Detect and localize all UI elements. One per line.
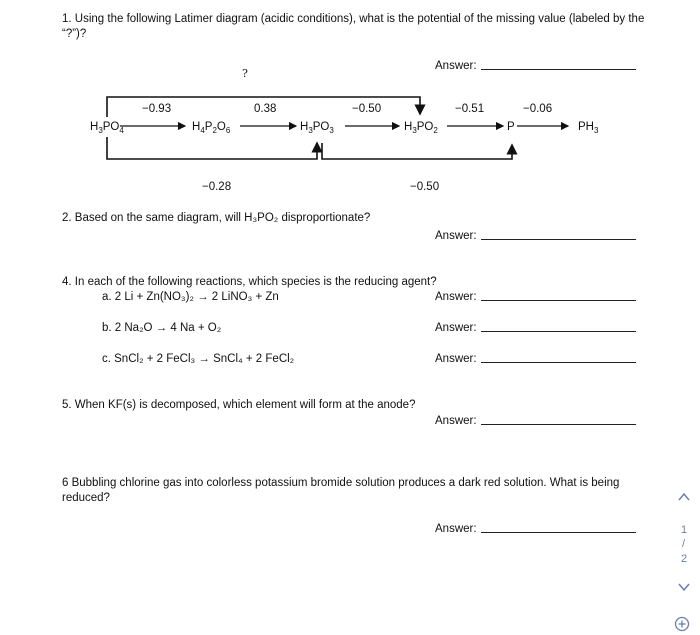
question-6-text: 6 Bubbling chlorine gas into colorless potassium bromide solution produces a dark red solution. What is being reduced?	[62, 477, 620, 504]
species-p: P	[507, 121, 515, 133]
question-4-text: 4. In each of the following reactions, which species is the reducing agent?	[62, 276, 437, 288]
answer-line-q2[interactable]	[481, 239, 636, 240]
species-h3po2: $H_3PO_2$	[404, 121, 438, 135]
potential-top-3: −0.50	[352, 103, 382, 115]
answer-line-q5[interactable]	[481, 424, 636, 425]
species-h4p2o6: $H_4P_2O_6$	[192, 121, 231, 135]
answer-label-q4a: Answer:	[435, 291, 477, 303]
potential-top-2: 0.38	[254, 103, 277, 115]
potential-top-1: −0.93	[142, 103, 172, 115]
total-pages: 2	[681, 553, 688, 565]
bracket-bottom-right	[322, 143, 512, 159]
page-up-chevron-icon[interactable]	[678, 492, 690, 505]
current-page-number: 1	[681, 524, 688, 536]
potential-top-5: −0.06	[523, 103, 553, 115]
answer-label-q2: Answer:	[435, 230, 477, 242]
question-4b-text: b. 2 Na₂O → 4 Na + O₂	[102, 322, 222, 334]
answer-label-q5: Answer:	[435, 415, 477, 427]
answer-line-q4b[interactable]	[481, 331, 636, 332]
species-h3po4: $H_3PO_4$	[90, 121, 124, 135]
potential-bottom-1: −0.28	[202, 181, 232, 193]
question-4a-text: a. 2 Li + Zn(NO₃)₂ → 2 LiNO₃ + Zn	[102, 291, 279, 303]
answer-label-q6: Answer:	[435, 523, 477, 535]
question-1-text: 1. Using the following Latimer diagram (acidic conditions), what is the potential of the missing value (labeled by the “?”)?	[62, 13, 645, 40]
potential-bottom-2: −0.50	[410, 181, 440, 193]
unknown-potential-mark: ?	[242, 67, 248, 80]
page-separator: /	[682, 538, 686, 550]
question-2-text: 2. Based on the same diagram, will H₃PO₂ disproportionate?	[62, 212, 371, 224]
zoom-in-icon[interactable]	[674, 616, 690, 635]
species-ph3: $PH_3$	[578, 121, 599, 135]
question-5-text: 5. When KF(s) is decomposed, which element will form at the anode?	[62, 399, 416, 411]
answer-label-q4b: Answer:	[435, 322, 477, 334]
bracket-bottom-left	[107, 137, 317, 159]
answer-line-q6[interactable]	[481, 532, 636, 533]
answer-line-q4c[interactable]	[481, 362, 636, 363]
answer-label-q1: Answer:	[435, 60, 477, 72]
page-down-chevron-icon[interactable]	[678, 582, 690, 595]
answer-label-q4c: Answer:	[435, 353, 477, 365]
answer-line-q4a[interactable]	[481, 300, 636, 301]
potential-top-4: −0.51	[455, 103, 485, 115]
question-4c-text: c. SnCl₂ + 2 FeCl₃ → SnCl₄ + 2 FeCl₂	[102, 353, 295, 365]
species-h3po3: $H_3PO_3$	[300, 121, 334, 135]
